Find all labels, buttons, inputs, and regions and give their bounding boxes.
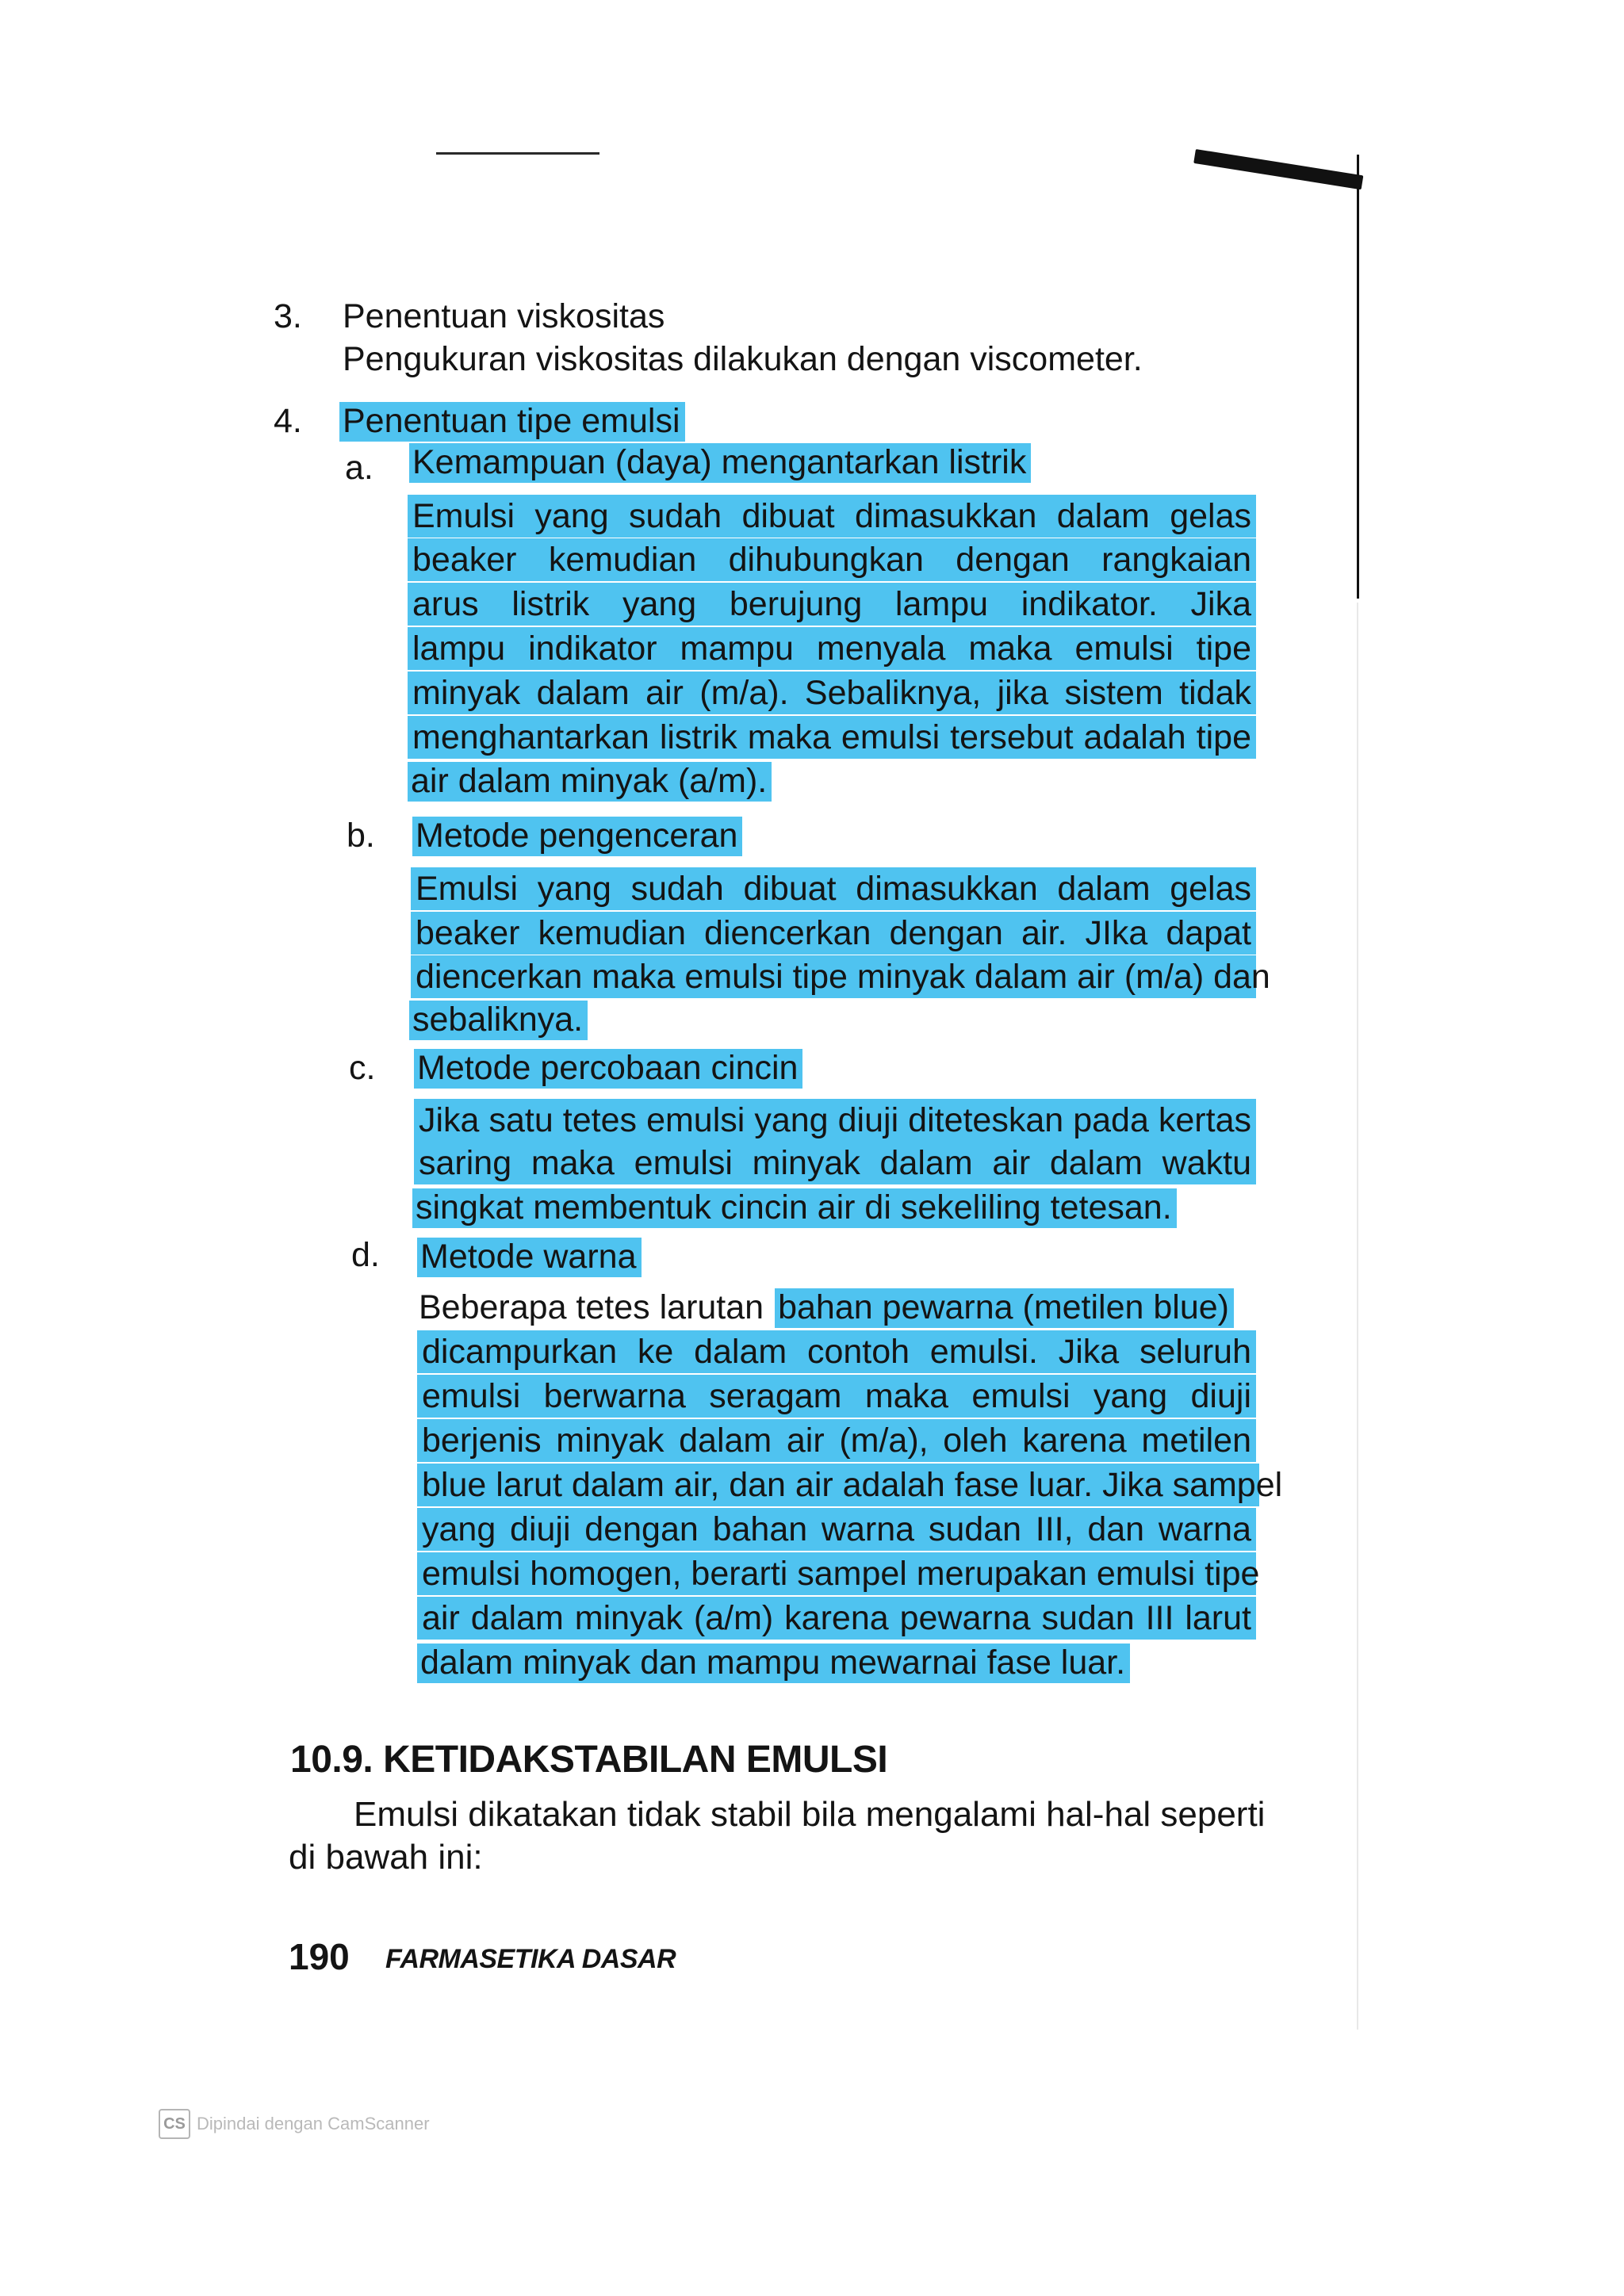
scan-artifact-edge — [1357, 155, 1359, 599]
item-c-line: Jika satu tetes emulsi yang diuji diteteskan pada kertas — [414, 1099, 1256, 1142]
item-d-line: yang diuji dengan bahan warna sudan III, dan warna — [417, 1508, 1256, 1551]
item-4-number: 4. — [274, 402, 302, 440]
item-d-line: berjenis minyak dalam air (m/a), oleh karena metilen — [417, 1419, 1256, 1462]
item-d-line-first: Beberapa tetes larutan bahan pewarna (metilen blue) — [419, 1286, 1234, 1329]
scan-artifact-edge-faint — [1357, 603, 1358, 2030]
item-3-title: Penentuan viskositas — [343, 297, 665, 335]
item-a-line: Emulsi yang sudah dibuat dimasukkan dalam gelas — [408, 495, 1256, 538]
item-a-line: lampu indikator mampu menyala maka emulsi tipe — [408, 627, 1256, 670]
item-d-title: Metode warna — [417, 1235, 642, 1278]
item-c-title: Metode percobaan cincin — [414, 1047, 802, 1089]
item-d-line: blue larut dalam air, dan air adalah fase luar. Jika sampel — [417, 1464, 1259, 1506]
section-paragraph-line: di bawah ini: — [289, 1838, 483, 1877]
camscanner-watermark — [159, 2109, 430, 2139]
item-a-line: arus listrik yang berujung lampu indikator. Jika — [408, 583, 1256, 626]
item-d-line: emulsi berwarna seragam maka emulsi yang diuji — [417, 1375, 1256, 1418]
item-a-title: Kemampuan (daya) mengantarkan listrik — [409, 441, 1031, 484]
item-d-letter: d. — [351, 1236, 380, 1274]
section-paragraph-line: Emulsi dikatakan tidak stabil bila mengalami hal-hal seperti — [354, 1795, 1266, 1834]
item-a-line: air dalam minyak (a/m). — [408, 760, 772, 802]
item-b-line: sebaliknya. — [409, 998, 588, 1041]
item-b-letter: b. — [347, 817, 375, 855]
item-a-letter: a. — [345, 449, 373, 487]
section-heading: 10.9. KETIDAKSTABILAN EMULSI — [290, 1739, 888, 1781]
item-c-line: saring maka emulsi minyak dalam air dalam waktu — [414, 1142, 1256, 1184]
item-b-line: diencerkan maka emulsi tipe minyak dalam air (m/a) dan — [411, 955, 1256, 998]
item-b-title: Metode pengenceran — [412, 814, 742, 857]
scan-artifact-corner — [1193, 149, 1363, 189]
item-d-line: dalam minyak dan mampu mewarnai fase luar. — [417, 1641, 1130, 1684]
page-number: 190 — [289, 1936, 350, 1977]
item-c-line: singkat membentuk cincin air di sekeliling tetesan. — [412, 1186, 1177, 1229]
item-b-line: Emulsi yang sudah dibuat dimasukkan dalam gelas — [411, 867, 1256, 910]
item-d-line: air dalam minyak (a/m) karena pewarna sudan III larut — [417, 1597, 1256, 1640]
item-c-letter: c. — [349, 1049, 376, 1087]
item-4-title: Penentuan tipe emulsi — [339, 400, 685, 442]
camscanner-logo-icon: CS — [159, 2109, 190, 2139]
item-3-number: 3. — [274, 297, 302, 335]
item-a-line: beaker kemudian dihubungkan dengan rangkaian — [408, 538, 1256, 581]
item-a-line: menghantarkan listrik maka emulsi tersebut adalah tipe — [408, 716, 1256, 759]
item-3-text: Pengukuran viskositas dilakukan dengan viscometer. — [343, 340, 1143, 378]
scan-artifact-line — [436, 152, 599, 155]
camscanner-text: Dipindai dengan CamScanner — [197, 2114, 430, 2133]
item-a-line: minyak dalam air (m/a). Sebaliknya, jika sistem tidak — [408, 672, 1256, 714]
item-d-line: emulsi homogen, berarti sampel merupakan emulsi tipe — [417, 1552, 1256, 1595]
item-b-line: beaker kemudian diencerkan dengan air. JIka dapat — [411, 912, 1256, 955]
book-title: FARMASETIKA DASAR — [385, 1944, 676, 1974]
item-d-line: dicampurkan ke dalam contoh emulsi. Jika seluruh — [417, 1330, 1256, 1373]
